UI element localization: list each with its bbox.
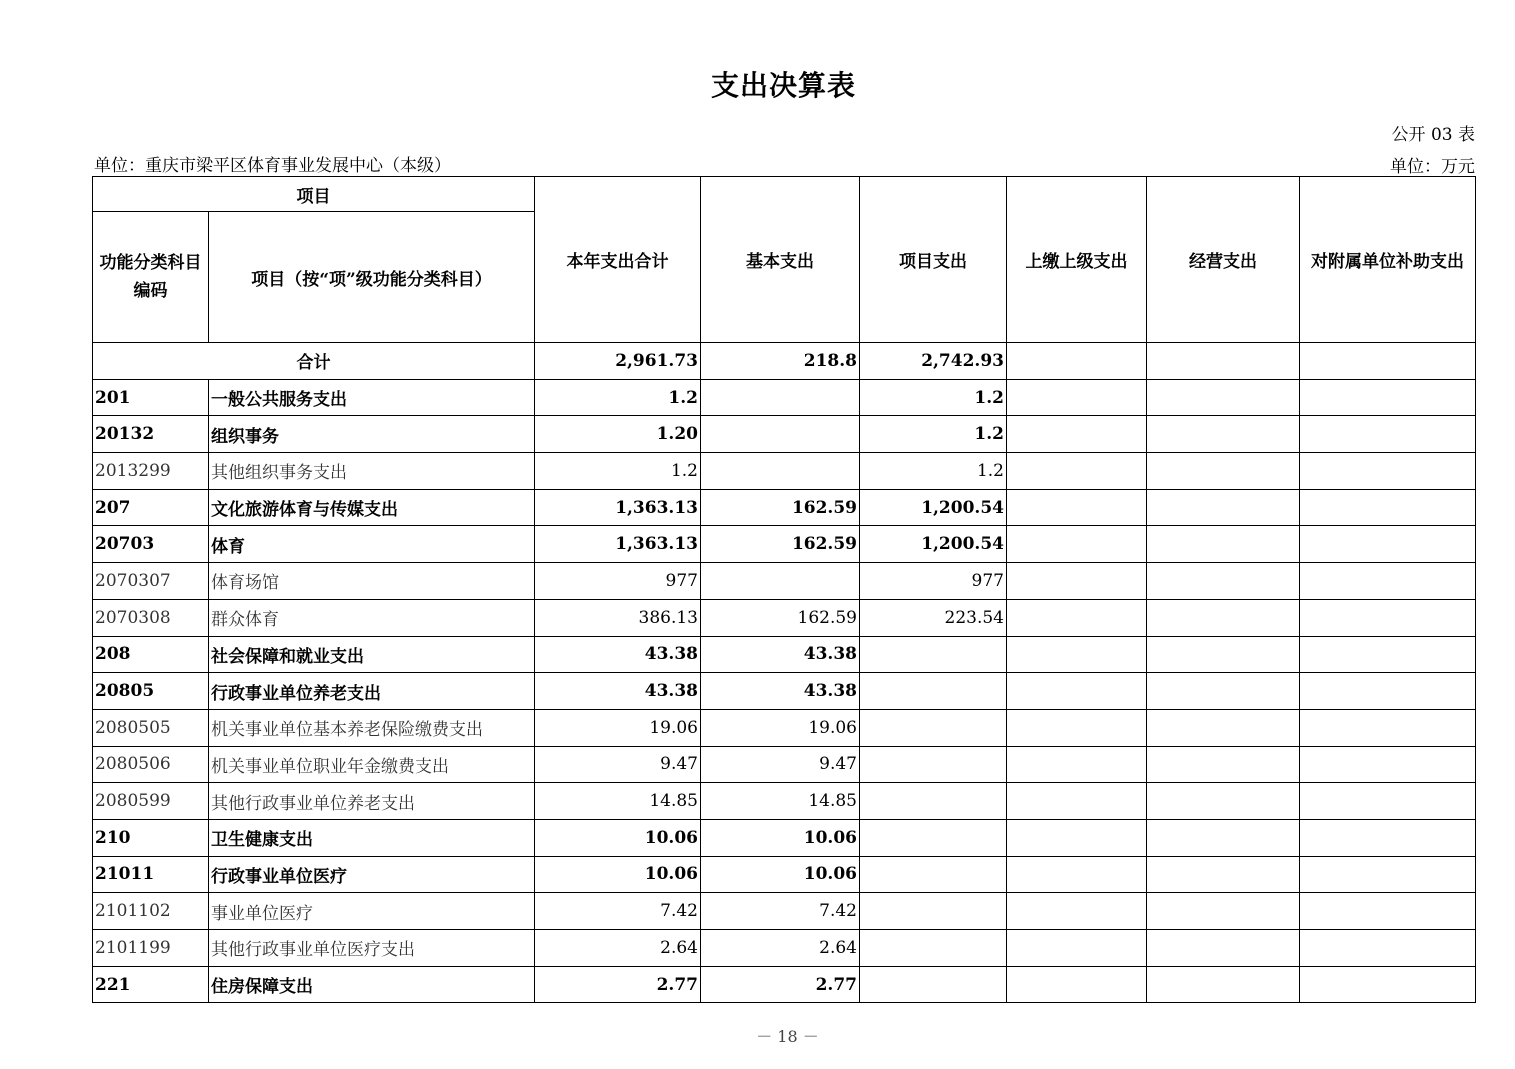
table-row: [93, 599, 1476, 636]
row-project-exp: [860, 966, 1007, 1003]
row-name: 社会保障和就业支出: [209, 636, 535, 673]
row-name: 机关事业单位基本养老保险缴费支出: [209, 709, 535, 746]
header-project: 项目: [93, 177, 535, 212]
header-total: 本年支出合计: [535, 177, 701, 343]
row-project-exp: [860, 673, 1007, 710]
row-upper: [1007, 563, 1147, 600]
row-business: [1147, 379, 1300, 416]
table-row: [93, 416, 1476, 453]
row-project-exp: 1,200.54: [860, 489, 1007, 526]
row-subsidy: [1300, 489, 1476, 526]
table-row: [93, 966, 1476, 1003]
row-basic: 7.42: [701, 893, 860, 930]
row-basic: 9.47: [701, 746, 860, 783]
row-upper: [1007, 709, 1147, 746]
row-business: [1147, 563, 1300, 600]
header-business: 经营支出: [1147, 177, 1300, 343]
row-code: 2101199: [93, 930, 209, 967]
table-row: [93, 783, 1476, 820]
row-upper: [1007, 599, 1147, 636]
row-total: 10.06: [535, 856, 701, 893]
total-cell-basic: 218.8: [701, 343, 860, 380]
row-subsidy: [1300, 930, 1476, 967]
row-basic: 10.06: [701, 819, 860, 856]
row-business: [1147, 819, 1300, 856]
header-upper-payment: 上缴上级支出: [1007, 177, 1147, 343]
table-row: [93, 636, 1476, 673]
row-subsidy: [1300, 966, 1476, 1003]
table-row: [93, 893, 1476, 930]
row-name: 其他行政事业单位养老支出: [209, 783, 535, 820]
row-code: 20132: [93, 416, 209, 453]
row-business: [1147, 636, 1300, 673]
page-number: － 18 －: [756, 1027, 819, 1046]
expenditure-table: [92, 176, 1476, 1003]
table-row: [93, 379, 1476, 416]
row-subsidy: [1300, 636, 1476, 673]
total-cell-total: 2,961.73: [535, 343, 701, 380]
row-name: 一般公共服务支出: [209, 379, 535, 416]
page-title: 支出决算表: [710, 69, 856, 102]
row-basic: 10.06: [701, 856, 860, 893]
row-total: 19.06: [535, 709, 701, 746]
row-project-exp: [860, 746, 1007, 783]
row-name: 群众体育: [209, 599, 535, 636]
header-project-expense: 项目支出: [860, 177, 1007, 343]
row-subsidy: [1300, 783, 1476, 820]
table-row: [93, 563, 1476, 600]
row-basic: [701, 379, 860, 416]
row-business: [1147, 856, 1300, 893]
row-project-exp: [860, 893, 1007, 930]
row-basic: 162.59: [701, 599, 860, 636]
row-total: 43.38: [535, 673, 701, 710]
row-total: 386.13: [535, 599, 701, 636]
row-total: 1.20: [535, 416, 701, 453]
row-total: 9.47: [535, 746, 701, 783]
table-row: [93, 489, 1476, 526]
row-name: 行政事业单位医疗: [209, 856, 535, 893]
row-business: [1147, 930, 1300, 967]
row-upper: [1007, 416, 1147, 453]
row-subsidy: [1300, 893, 1476, 930]
row-business: [1147, 709, 1300, 746]
row-project-exp: [860, 783, 1007, 820]
row-name: 行政事业单位养老支出: [209, 673, 535, 710]
row-subsidy: [1300, 746, 1476, 783]
header-code: 功能分类科目编码: [93, 212, 209, 343]
row-total: 10.06: [535, 819, 701, 856]
row-business: [1147, 783, 1300, 820]
row-project-exp: 1.2: [860, 453, 1007, 490]
row-project-exp: [860, 930, 1007, 967]
row-name: 体育场馆: [209, 563, 535, 600]
row-code: 21011: [93, 856, 209, 893]
form-number: 公开 03 表: [1391, 125, 1475, 145]
row-project-exp: 223.54: [860, 599, 1007, 636]
row-name: 其他组织事务支出: [209, 453, 535, 490]
row-subsidy: [1300, 856, 1476, 893]
row-subsidy: [1300, 416, 1476, 453]
table-row: [93, 673, 1476, 710]
row-total: 2.77: [535, 966, 701, 1003]
row-basic: 162.59: [701, 526, 860, 563]
row-basic: 19.06: [701, 709, 860, 746]
row-business: [1147, 893, 1300, 930]
row-total: 1,363.13: [535, 526, 701, 563]
row-upper: [1007, 453, 1147, 490]
row-name: 体育: [209, 526, 535, 563]
row-project-exp: [860, 856, 1007, 893]
row-name: 其他行政事业单位医疗支出: [209, 930, 535, 967]
row-code: 201: [93, 379, 209, 416]
row-business: [1147, 489, 1300, 526]
row-code: 2101102: [93, 893, 209, 930]
row-upper: [1007, 636, 1147, 673]
row-project-exp: 1,200.54: [860, 526, 1007, 563]
row-subsidy: [1300, 673, 1476, 710]
row-basic: 43.38: [701, 636, 860, 673]
row-upper: [1007, 819, 1147, 856]
row-total: 977: [535, 563, 701, 600]
row-basic: 14.85: [701, 783, 860, 820]
row-name: 组织事务: [209, 416, 535, 453]
row-subsidy: [1300, 379, 1476, 416]
row-business: [1147, 416, 1300, 453]
row-code: 208: [93, 636, 209, 673]
total-label: 合计: [93, 343, 535, 380]
row-project-exp: 1.2: [860, 379, 1007, 416]
row-upper: [1007, 379, 1147, 416]
total-cell-upper: [1007, 343, 1147, 380]
row-subsidy: [1300, 563, 1476, 600]
row-basic: [701, 453, 860, 490]
row-name: 卫生健康支出: [209, 819, 535, 856]
row-name: 机关事业单位职业年金缴费支出: [209, 746, 535, 783]
row-basic: [701, 416, 860, 453]
row-business: [1147, 599, 1300, 636]
row-total: 1.2: [535, 453, 701, 490]
row-business: [1147, 453, 1300, 490]
row-total: 2.64: [535, 930, 701, 967]
row-code: 2070308: [93, 599, 209, 636]
header-name: 项目（按“项”级功能分类科目）: [209, 212, 535, 343]
row-code: 207: [93, 489, 209, 526]
row-upper: [1007, 489, 1147, 526]
row-basic: [701, 563, 860, 600]
total-cell-subsidy: [1300, 343, 1476, 380]
row-subsidy: [1300, 526, 1476, 563]
table-row: [93, 526, 1476, 563]
row-business: [1147, 673, 1300, 710]
row-upper: [1007, 893, 1147, 930]
row-code: 20805: [93, 673, 209, 710]
row-subsidy: [1300, 709, 1476, 746]
row-business: [1147, 746, 1300, 783]
row-project-exp: [860, 819, 1007, 856]
row-project-exp: 1.2: [860, 416, 1007, 453]
unit-label: 单位：万元: [1390, 157, 1475, 177]
row-basic: 2.77: [701, 966, 860, 1003]
row-total: 14.85: [535, 783, 701, 820]
row-name: 住房保障支出: [209, 966, 535, 1003]
row-business: [1147, 966, 1300, 1003]
total-cell-project: 2,742.93: [860, 343, 1007, 380]
row-subsidy: [1300, 599, 1476, 636]
row-code: 210: [93, 819, 209, 856]
row-upper: [1007, 966, 1147, 1003]
organization-label: 单位：重庆市梁平区体育事业发展中心（本级）: [94, 156, 451, 176]
table-row: [93, 453, 1476, 490]
row-project-exp: [860, 636, 1007, 673]
row-upper: [1007, 783, 1147, 820]
row-upper: [1007, 746, 1147, 783]
row-code: 2080506: [93, 746, 209, 783]
row-upper: [1007, 930, 1147, 967]
row-code: 2070307: [93, 563, 209, 600]
row-subsidy: [1300, 819, 1476, 856]
row-total: 1.2: [535, 379, 701, 416]
row-basic: 2.64: [701, 930, 860, 967]
table-row: [93, 819, 1476, 856]
row-name: 文化旅游体育与传媒支出: [209, 489, 535, 526]
row-total: 43.38: [535, 636, 701, 673]
row-basic: 162.59: [701, 489, 860, 526]
row-subsidy: [1300, 453, 1476, 490]
row-upper: [1007, 673, 1147, 710]
table-row: [93, 746, 1476, 783]
row-project-exp: [860, 709, 1007, 746]
table-row: [93, 709, 1476, 746]
total-cell-business: [1147, 343, 1300, 380]
row-total: 1,363.13: [535, 489, 701, 526]
row-code: 2080505: [93, 709, 209, 746]
row-name: 事业单位医疗: [209, 893, 535, 930]
total-row: [93, 343, 1476, 380]
row-code: 2080599: [93, 783, 209, 820]
row-project-exp: 977: [860, 563, 1007, 600]
row-code: 20703: [93, 526, 209, 563]
row-total: 7.42: [535, 893, 701, 930]
row-upper: [1007, 856, 1147, 893]
row-business: [1147, 526, 1300, 563]
row-basic: 43.38: [701, 673, 860, 710]
table-row: [93, 930, 1476, 967]
table-row: [93, 856, 1476, 893]
row-code: 2013299: [93, 453, 209, 490]
row-upper: [1007, 526, 1147, 563]
row-code: 221: [93, 966, 209, 1003]
header-subsidy: 对附属单位补助支出: [1300, 177, 1476, 343]
header-basic: 基本支出: [701, 177, 860, 343]
